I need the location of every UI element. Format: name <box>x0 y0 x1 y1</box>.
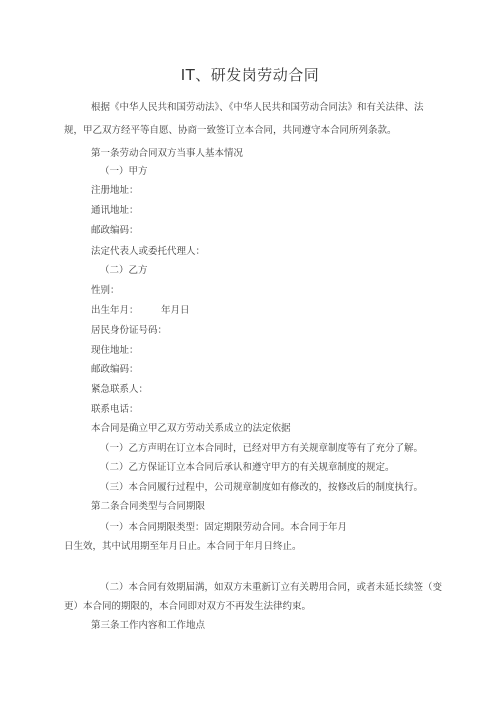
page-title: IT、研发岗劳动合同 <box>180 66 320 84</box>
article-2-heading: 第二条合同类型与合同期限 <box>91 501 206 512</box>
article-3-heading: 第三条工作内容和工作地点 <box>91 620 206 631</box>
intro-line-2: 规，甲乙双方经平等自愿、协商一致签订立本合同，共同遵守本合同所列条款。 <box>64 125 397 136</box>
legal-representative-label: 法定代表人或委托代理人： <box>91 246 206 257</box>
postal-code-label-b: 邮政编码： <box>91 364 139 375</box>
id-number-label: 居民身份证号码： <box>91 325 168 336</box>
emergency-contact-label: 紧急联系人： <box>91 384 149 395</box>
clause-1-3: （三）本合同履行过程中，公司规章制度如有修改的，按修改后的制度执行。 <box>100 482 424 493</box>
current-address-label: 现住地址： <box>91 345 139 356</box>
birth-date-label: 出生年月： <box>91 305 139 316</box>
contact-phone-label: 联系电话： <box>91 404 139 415</box>
clause-2-2-line-2: 更）本合同的期限的，本合同即对双方不再发生法律约束。 <box>64 601 312 612</box>
birth-date-blank: 年月日 <box>161 305 190 316</box>
legal-basis-line: 本合同是确立甲乙双方劳动关系成立的法定依据 <box>91 423 291 434</box>
clause-2-1-line-2: 日生效，其中试用期至年月日止。本合同于年月日终止。 <box>64 541 302 552</box>
postal-code-label-a: 邮政编码： <box>91 225 139 236</box>
article-1-heading: 第一条劳动合同双方当事人基本情况 <box>91 148 244 159</box>
gender-label: 性别： <box>91 285 120 296</box>
registered-address-label: 注册地址： <box>91 185 139 196</box>
intro-line-1: 根据《中华人民共和国劳动法》、《中华人民共和国劳动合同法》和有关法律、法 <box>91 102 424 113</box>
mailing-address-label: 通讯地址： <box>91 205 139 216</box>
clause-2-2-line-1: （二）本合同有效期届满，如双方未重新订立有关聘用合同，或者未延长续签（变 <box>100 582 443 593</box>
party-a-heading: （一）甲方 <box>100 166 148 177</box>
party-b-heading: （二）乙方 <box>100 265 148 276</box>
clause-1-1: （一）乙方声明在订立本合同时，已经对甲方有关规章制度等有了充分了解。 <box>100 443 424 454</box>
clause-1-2: （二）乙方保证订立本合同后承认和遵守甲方的有关规章制度的规定。 <box>100 462 395 473</box>
clause-2-1-line-1: （一）本合同期限类型：固定期限劳动合同。本合同于年月 <box>100 522 348 533</box>
